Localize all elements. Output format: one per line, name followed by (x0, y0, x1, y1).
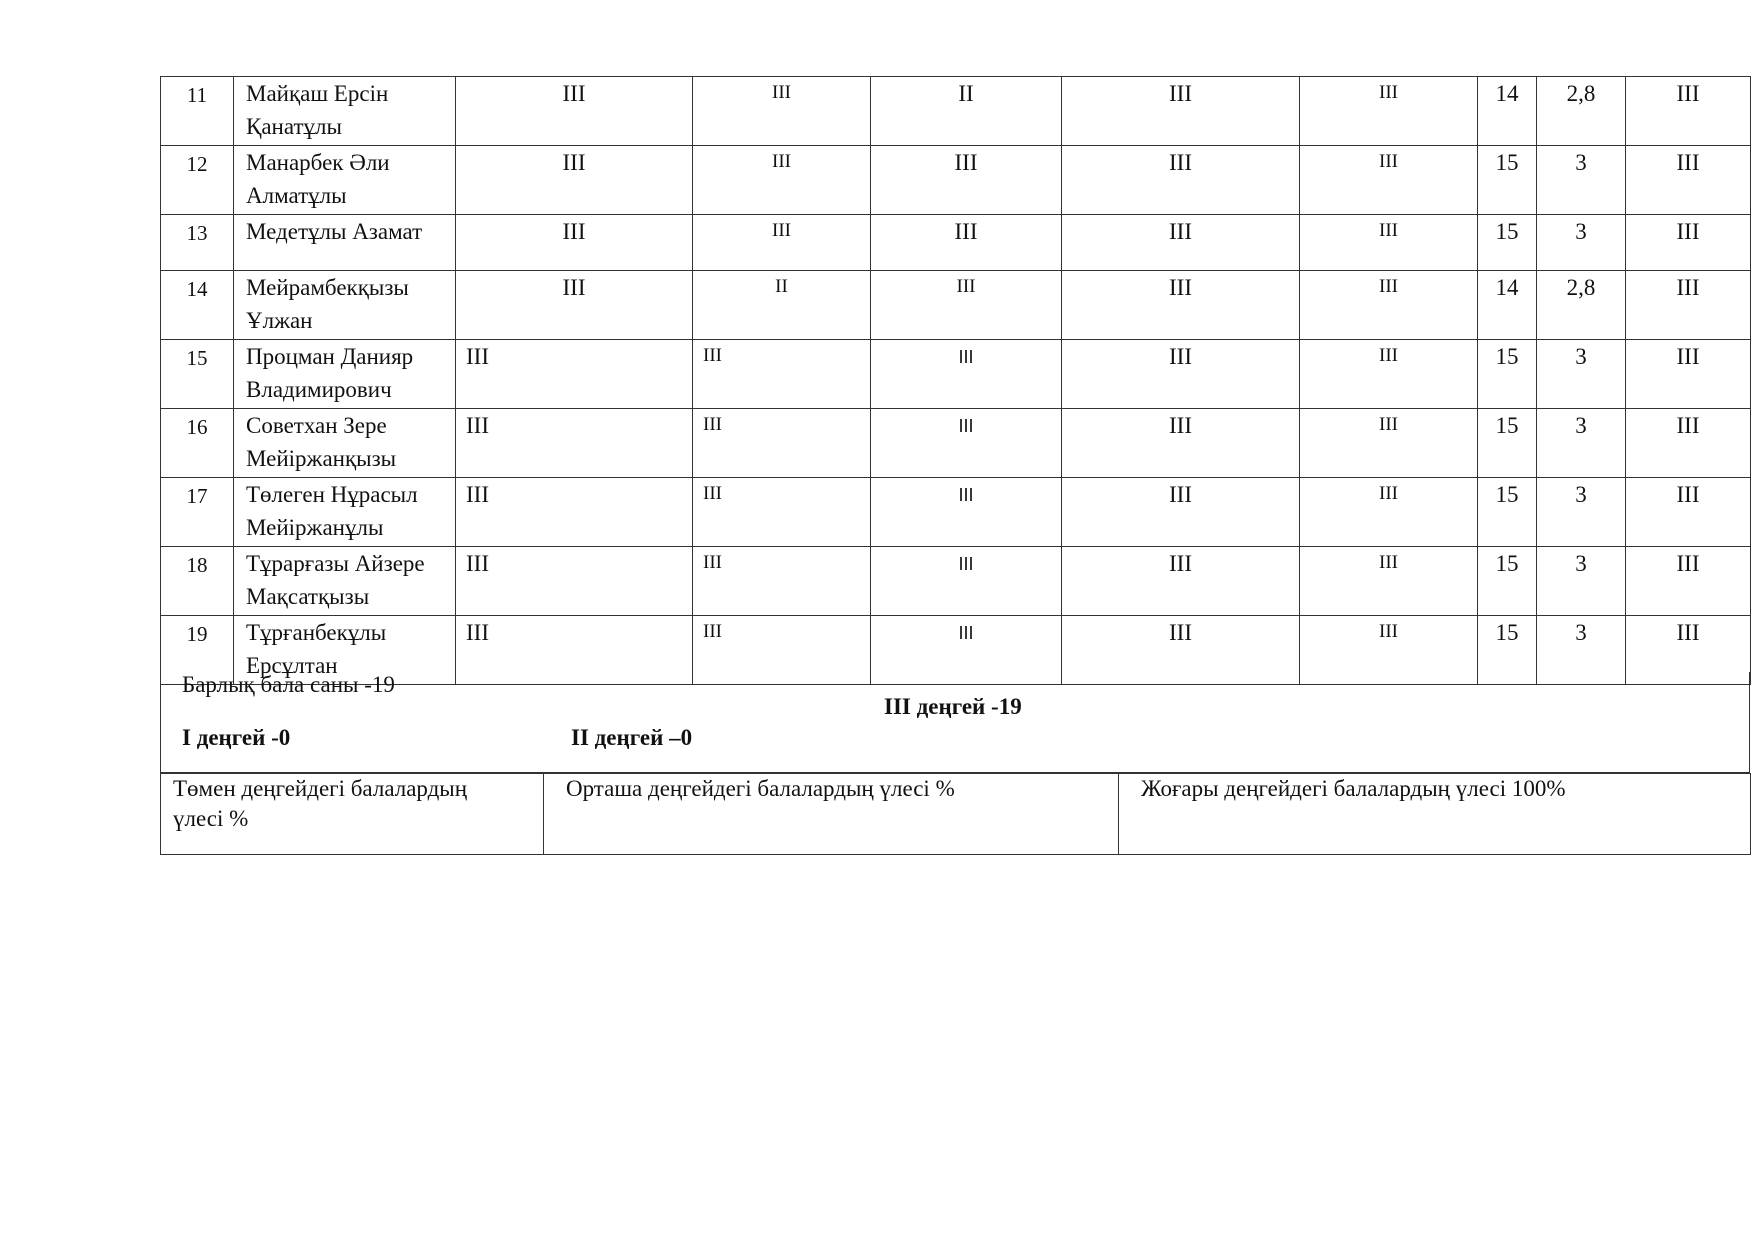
criterion-1: III (456, 547, 693, 616)
average-score: 3 (1537, 409, 1626, 478)
criterion-5: III (1300, 146, 1478, 215)
student-name: Советхан Зере Мейіржанқызы (234, 409, 456, 478)
criterion-2: III (693, 146, 871, 215)
row-number: 18 (161, 547, 234, 616)
criterion-2: III (693, 409, 871, 478)
average-score: 2,8 (1537, 271, 1626, 340)
table-row (161, 271, 1751, 340)
average-score: 3 (1537, 146, 1626, 215)
level-2-count: II деңгей –0 (571, 725, 693, 750)
level: III (1626, 77, 1751, 146)
average-score: 3 (1537, 215, 1626, 271)
row-number: 12 (161, 146, 234, 215)
total-score: 14 (1478, 271, 1537, 340)
criterion-1: III (456, 409, 693, 478)
medium-level-share: Орташа деңгейдегі балалардың үлесі % (544, 774, 1119, 855)
criterion-3: III (871, 146, 1062, 215)
table-row (161, 774, 1751, 855)
total-score: 15 (1478, 146, 1537, 215)
level: III (1626, 409, 1751, 478)
criterion-5: III (1300, 215, 1478, 271)
table-row (161, 478, 1751, 547)
average-score: 3 (1537, 478, 1626, 547)
level: III (1626, 146, 1751, 215)
student-name: Тұрарғазы Айзере Мақсатқызы (234, 547, 456, 616)
criterion-5: III (1300, 77, 1478, 146)
table-row (161, 409, 1751, 478)
criterion-4: III (1062, 409, 1300, 478)
criterion-1: III (456, 271, 693, 340)
student-name: Процман Данияр Владимирович (234, 340, 456, 409)
average-score: 3 (1537, 616, 1626, 685)
criterion-2: III (693, 547, 871, 616)
criterion-1: III (456, 616, 693, 685)
low-level-share: Төмен деңгейдегі балалардың үлесі % (161, 774, 544, 855)
average-score: 3 (1537, 340, 1626, 409)
level: III (1626, 547, 1751, 616)
criterion-5: III (1300, 547, 1478, 616)
criterion-4: III (1062, 616, 1300, 685)
student-name: Төлеген Нұрасыл Мейіржанұлы (234, 478, 456, 547)
total-score: 15 (1478, 409, 1537, 478)
criterion-5: III (1300, 340, 1478, 409)
criterion-1: III (456, 478, 693, 547)
criterion-3: II (871, 77, 1062, 146)
summary-block (160, 672, 1750, 773)
table-row (161, 340, 1751, 409)
row-number: 13 (161, 215, 234, 271)
average-score: 2,8 (1537, 77, 1626, 146)
criterion-2: III (693, 478, 871, 547)
level: III (1626, 215, 1751, 271)
criterion-4: III (1062, 77, 1300, 146)
criterion-2: III (693, 616, 871, 685)
criterion-1: III (456, 146, 693, 215)
criterion-2: III (693, 340, 871, 409)
row-number: 11 (161, 77, 234, 146)
total-score: 15 (1478, 616, 1537, 685)
student-name: Медетұлы Азамат (234, 215, 456, 271)
total-score: 15 (1478, 478, 1537, 547)
student-name: Манарбек Әли Алматұлы (234, 146, 456, 215)
row-number: 19 (161, 616, 234, 685)
total-children: Барлық бала саны -19 (182, 672, 395, 697)
criterion-5: III (1300, 271, 1478, 340)
row-number: 17 (161, 478, 234, 547)
criterion-3: III (871, 478, 1062, 547)
total-score: 14 (1478, 77, 1537, 146)
criterion-4: III (1062, 271, 1300, 340)
criterion-1: III (456, 215, 693, 271)
criterion-1: III (456, 340, 693, 409)
total-score: 15 (1478, 547, 1537, 616)
level-3-count: III деңгей -19 (884, 694, 1022, 719)
criterion-4: III (1062, 547, 1300, 616)
total-score: 15 (1478, 340, 1537, 409)
criterion-5: III (1300, 409, 1478, 478)
table-row (161, 215, 1751, 271)
criterion-3: III (871, 616, 1062, 685)
row-number: 16 (161, 409, 234, 478)
criterion-2: III (693, 215, 871, 271)
shares-table (160, 773, 1751, 855)
criterion-4: III (1062, 146, 1300, 215)
criterion-5: III (1300, 478, 1478, 547)
criterion-3: III (871, 409, 1062, 478)
high-level-share: Жоғары деңгейдегі балалардың үлесі 100% (1119, 774, 1751, 855)
table-row (161, 146, 1751, 215)
criterion-1: III (456, 77, 693, 146)
level: III (1626, 340, 1751, 409)
student-name: Майқаш Ерсін Қанатұлы (234, 77, 456, 146)
student-name: Тұрғанбекұлы Ерсұлтан (234, 616, 456, 685)
table-row (161, 547, 1751, 616)
level: III (1626, 616, 1751, 685)
criterion-3: III (871, 271, 1062, 340)
student-name: Мейрамбекқызы Ұлжан (234, 271, 456, 340)
criterion-3: III (871, 340, 1062, 409)
criterion-2: II (693, 271, 871, 340)
criterion-4: III (1062, 478, 1300, 547)
criterion-2: III (693, 77, 871, 146)
table-row (161, 77, 1751, 146)
level-1-count: I деңгей -0 (182, 725, 291, 750)
level: III (1626, 271, 1751, 340)
row-number: 15 (161, 340, 234, 409)
assessment-table (160, 76, 1751, 685)
average-score: 3 (1537, 547, 1626, 616)
criterion-5: III (1300, 616, 1478, 685)
criterion-4: III (1062, 215, 1300, 271)
criterion-3: III (871, 547, 1062, 616)
total-score: 15 (1478, 215, 1537, 271)
criterion-4: III (1062, 340, 1300, 409)
criterion-3: III (871, 215, 1062, 271)
row-number: 14 (161, 271, 234, 340)
level: III (1626, 478, 1751, 547)
